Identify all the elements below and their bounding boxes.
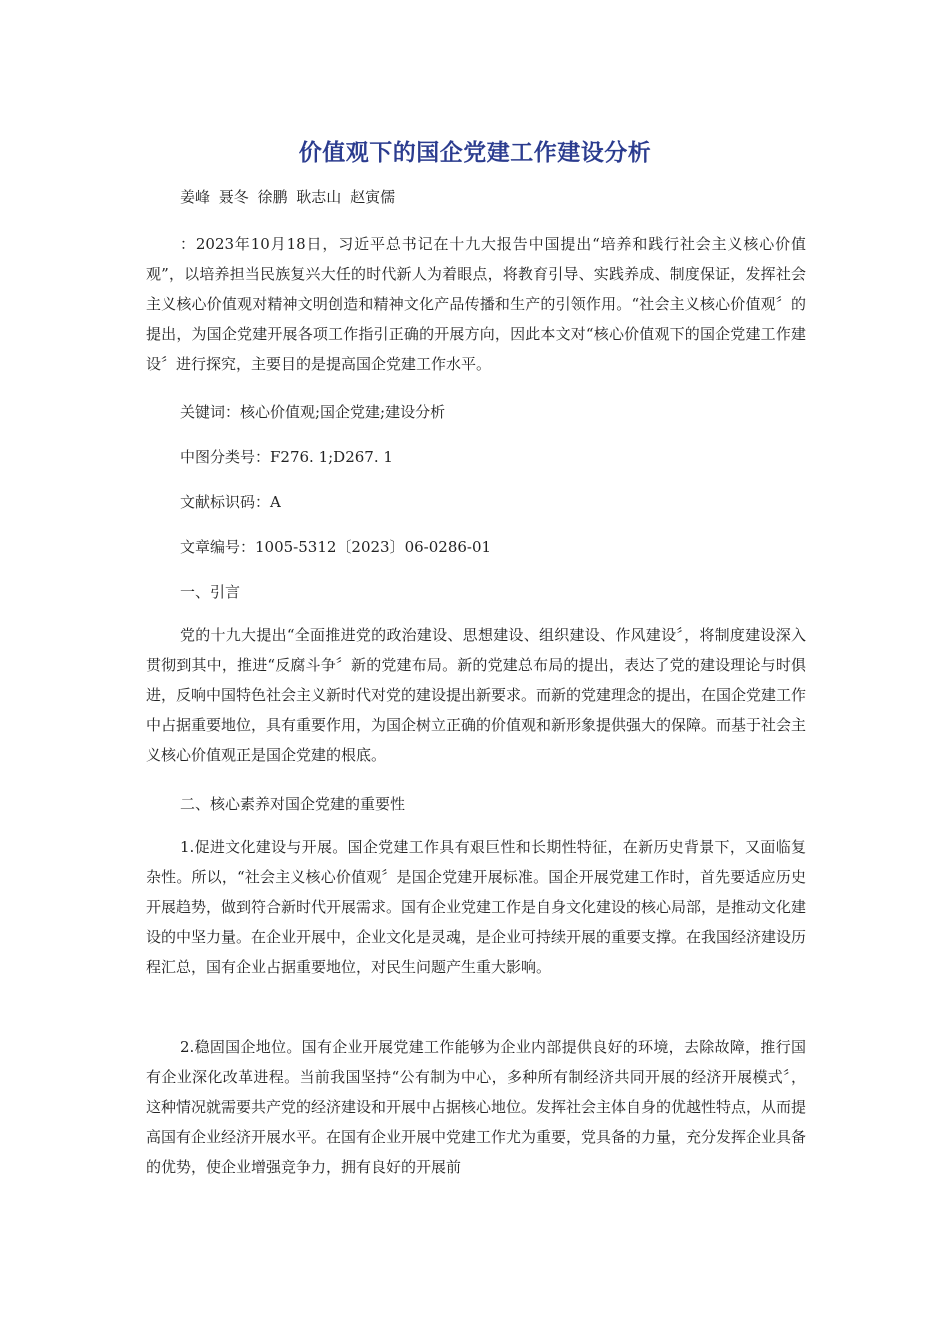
section-heading-importance: 二、核心素养对国企党建的重要性 <box>180 795 406 813</box>
article-title: 价值观下的国企党建工作建设分析 <box>298 140 652 166</box>
abstract-paragraph: ：2023年10月18日，习近平总书记在十九大报告中国提出“培养和践行社会主义核心价值观”，以培养担当民族复兴大任的时代新人为着眼点，将教育引导、实践养成、制度保证，发挥社会主义核心价值观对精神文明创造和精神文化产品传播和生产的引领作用。“社会主义核心价值观〞的提出，为国企党建开展各项工作指引正确的开展方向，因此本文对“核心价值观下的国企党建工作建设〞进行探究，主要目的是提高国企党建工作水平。 <box>146 235 806 373</box>
body-paragraph-culture: 1.促进文化建设与开展。国企党建工作具有艰巨性和长期性特征，在新历史背景下，又面临复杂性。所以，“社会主义核心价值观〞是国企党建开展标准。国企开展党建工作时，首先要适应历史开展趋势，做到符合新时代开展需求。国有企业党建工作是自身文化建设的核心局部，是推动文化建设的中坚力量。在企业开展中，企业文化是灵魂，是企业可持续开展的重要支撑。在我国经济建设历程汇总，国有企业占据重要地位，对民生问题产生重大影响。 <box>146 838 807 976</box>
author-list: 姜峰 聂冬 徐鹏 耿志山 赵寅儒 <box>180 188 396 206</box>
body-paragraph-position: 2.稳固国企地位。国有企业开展党建工作能够为企业内部提供良好的环境，去除故障，推行国有企业深化改革进程。当前我国坚持“公有制为中心，多种所有制经济共同开展的经济开展模式〞，这种情况就需要共产党的经济建设和开展中占据核心地位。发挥社会主体自身的优越性特点，从而提高国有企业经济开展水平。在国有企业开展中党建工作尤为重要，党具备的力量，充分发挥企业具备的优势，使企业增强竞争力，拥有良好的开展前 <box>146 1038 807 1176</box>
document-code: 文献标识码：A <box>180 493 281 511</box>
classification-number: 中图分类号：F276. 1;D267. 1 <box>180 448 393 466</box>
introduction-paragraph: 党的十九大提出“全面推进党的政治建设、思想建设、组织建设、作风建设〞，将制度建设深入贯彻到其中，推进“反腐斗争〞新的党建布局。新的党建总布局的提出，表达了党的建设理论与时俱进，反响中国特色社会主义新时代对党的建设提出新要求。而新的党建理念的提出，在国企党建工作中占据重要地位，具有重要作用，为国企树立正确的价值观和新形象提供强大的保障。而基于社会主义核心价值观正是国企党建的根底。 <box>146 626 807 764</box>
article-number: 文章编号：1005-5312〔2023〕06-0286-01 <box>180 538 492 556</box>
keywords-line: 关键词：核心价值观;国企党建;建设分析 <box>180 403 446 421</box>
section-heading-introduction: 一、引言 <box>180 583 241 601</box>
